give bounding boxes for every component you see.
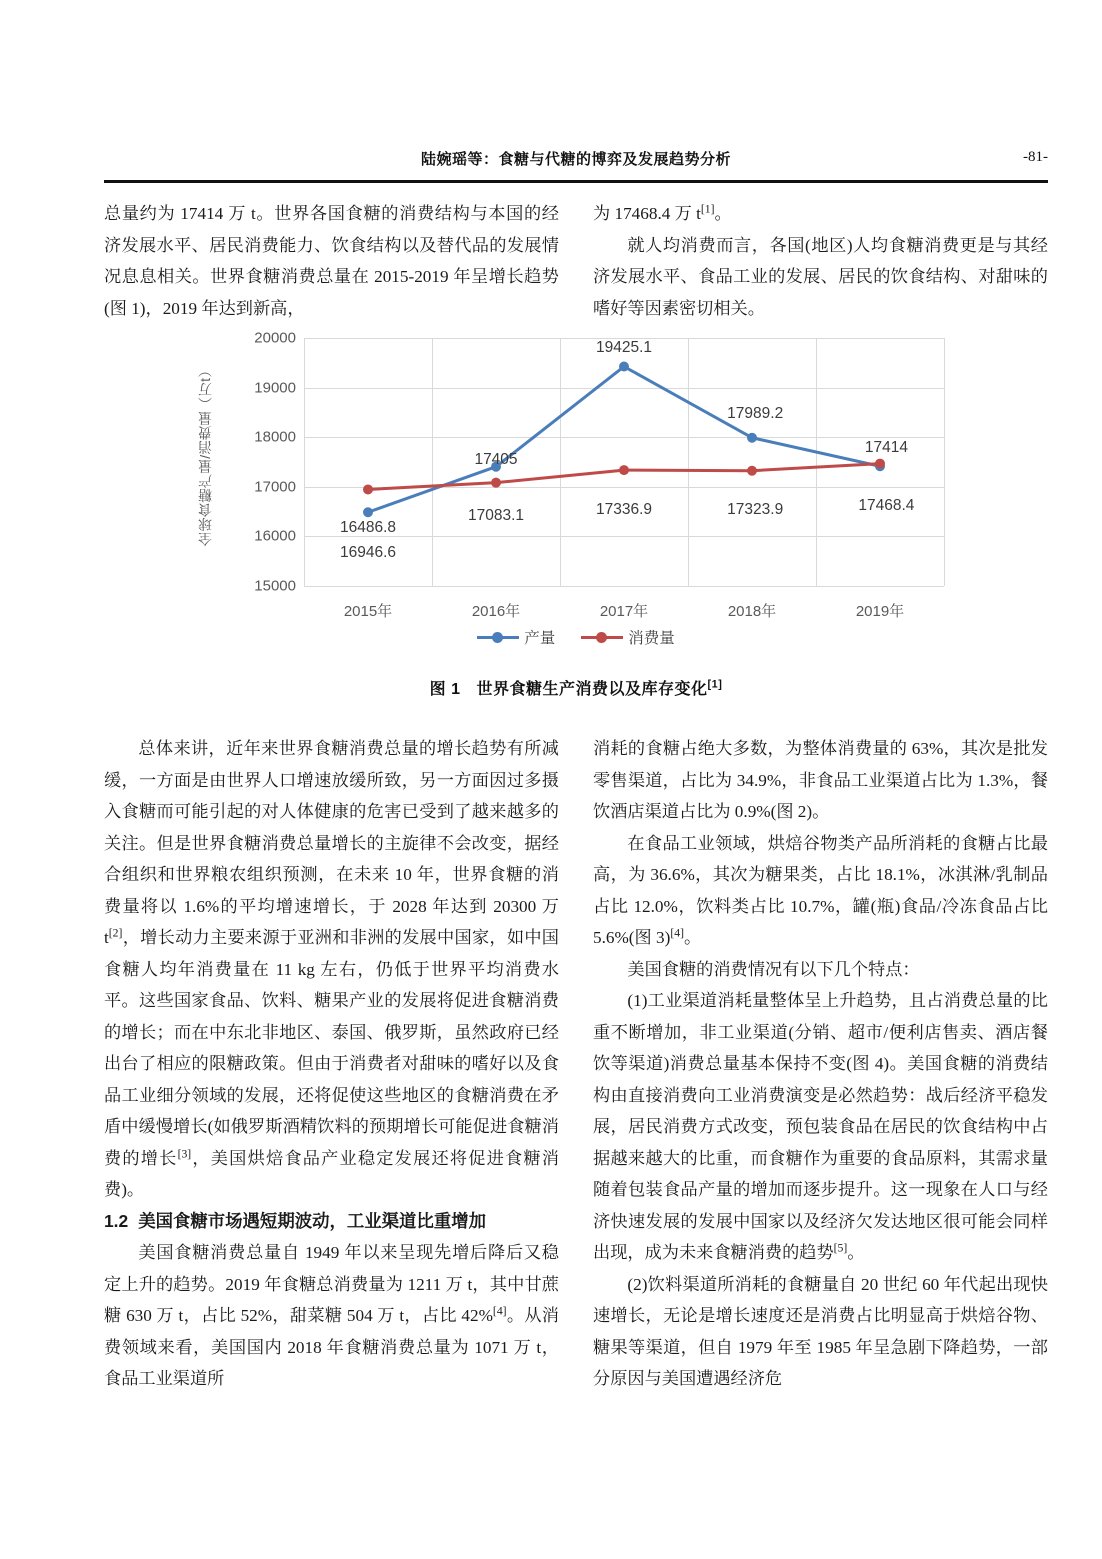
reference-marker: [3] bbox=[177, 1146, 192, 1160]
plot-area bbox=[254, 329, 944, 620]
reference-marker: [5] bbox=[833, 1241, 848, 1255]
y-tick-label: 16000 bbox=[254, 527, 296, 545]
data-label-consumption: 16946.6 bbox=[339, 544, 397, 561]
legend-label-consumption: 消费量 bbox=[628, 630, 675, 647]
text-run: 为 17468.4 万 t bbox=[593, 204, 701, 223]
data-label-production: 16486.8 bbox=[339, 519, 397, 536]
text-run: 。 bbox=[683, 928, 702, 947]
data-label-production: 19425.1 bbox=[595, 339, 653, 356]
reference-marker: [4] bbox=[492, 1304, 507, 1318]
reference-marker: [4] bbox=[670, 926, 684, 940]
column-two-right bbox=[593, 733, 1048, 1395]
paragraph-features-intro: 美国食糖的消费情况有以下几个特点： bbox=[627, 959, 920, 979]
paragraph-continuation: 总量约为 17414 万 t。世界各国食糖的消费结构与本国的经济发展水平、居民消费能力、饮食结构以及替代品的发展情况息息相关。世界食糖消费总量在 2015-2019 年呈增长趋势(图 1)，2019 年达到新高， bbox=[104, 204, 559, 318]
paragraph-feature-2: (2)饮料渠道所消耗的食糖量自 20 世纪 60 年代起出现快速增长，无论是增长速度还是消费占比明显高于烘焙谷物、糖果等渠道，但自 1979 年至 1985 年呈急剧下降趋势，一部分原因与美国遭遇经济危 bbox=[593, 1274, 1048, 1388]
figure-caption-label: 图 1 bbox=[429, 681, 461, 698]
y-axis-title-text: 全球食糖产量/消费量（万t） bbox=[197, 362, 213, 546]
chart-legend bbox=[196, 626, 956, 648]
data-label-consumption: 17323.9 bbox=[727, 501, 784, 518]
text-run-end: 。 bbox=[714, 204, 732, 223]
section-heading bbox=[104, 1206, 559, 1238]
y-tick-label: 17000 bbox=[254, 478, 296, 496]
running-header bbox=[104, 148, 1048, 182]
y-tick-label: 18000 bbox=[254, 428, 296, 446]
text-run: 总体来讲，近年来世界食糖消费总量的增长趋势有所减缓，一方面是由世界人口增速放缓所致，另一方面因过多摄入食糖而可能引起的对人体健康的危害已受到了越来越多的关注。但是世界食糖消费总量增长的主旋律不会改变，据经合组织和世界粮农组织预测，在未来 10 年，世界食糖的消费量将以 1.6%的平均增速增长，于 2028 年达到 20300 万 t bbox=[104, 739, 559, 947]
x-tick-label: 2018年 bbox=[727, 603, 777, 620]
figure-caption bbox=[104, 676, 1048, 699]
column-two-left bbox=[104, 733, 559, 1395]
text-run: 美国食糖消费总量自 1949 年以来呈现先增后降后又稳定上升的趋势。2019 年食糖总消费量为 1211 万 t，其中甘蔗糖 630 万 t，占比 52%，甜菜糖 504 万 t，占比 42% bbox=[104, 1243, 559, 1325]
x-tick-label: 2016年 bbox=[471, 603, 521, 620]
data-label-consumption: 17336.9 bbox=[595, 501, 653, 518]
reference-marker: [1] bbox=[707, 678, 723, 691]
reference-marker: [2] bbox=[108, 926, 123, 940]
section-number: 1.2 bbox=[104, 1210, 129, 1231]
text-run: ，美国烘焙食品产业稳定发展还将促进食糖消费)。 bbox=[104, 1148, 559, 1199]
header-title: 陆婉瑶等：食糖与代糖的博弈及发展趋势分析 bbox=[420, 151, 731, 168]
x-tick-label: 2015年 bbox=[343, 603, 393, 620]
paragraph-food-industry bbox=[593, 828, 1048, 954]
axis-line bbox=[304, 586, 944, 587]
y-tick-label: 19000 bbox=[254, 379, 296, 397]
section-title: 美国食糖市场遇短期波动，工业渠道比重增加 bbox=[138, 1210, 487, 1231]
y-tick-label: 15000 bbox=[254, 577, 296, 595]
data-label-production: 17414 bbox=[864, 439, 908, 456]
text-run: 在食品工业领域，烘焙谷物类产品所消耗的食糖占比最高，为 36.6%，其次为糖果类，占比 18.1%，冰淇淋/乳制品占比 12.0%，饮料类占比 10.7%，罐(瓶)食品/冷冻食品占比 5.6%(图 3) bbox=[593, 833, 1048, 947]
data-label-consumption: 17468.4 bbox=[858, 497, 915, 514]
data-label-production: 17405 bbox=[474, 451, 518, 468]
paragraph-continuation-right bbox=[593, 198, 1048, 230]
text-run: 。从消费领域来看，美国国内 2018 年食糖消费总量为 1071 万 t，食品工业渠道所 bbox=[104, 1306, 559, 1388]
header-divider bbox=[104, 180, 1048, 183]
data-label-production: 17989.2 bbox=[727, 405, 784, 422]
legend-item-production bbox=[477, 626, 555, 648]
column-one-left bbox=[104, 198, 559, 324]
figure-1 bbox=[104, 330, 1048, 720]
text-run: ，增长动力主要来源于亚洲和非洲的发展中国家，如中国食糖人均年消费量在 11 kg 左右，仍低于世界平均消费水平。这些国家食品、饮料、糖果产业的发展将促进食糖消费的增长；而在中东北非地区、泰国、俄罗斯，虽然政府已经出台了相应的限糖政策。但由于消费者对甜味的嗜好以及食品工业细分领域的发展，还将促使这些地区的食糖消费在矛盾中缓慢增长(如俄罗斯酒精饮料的预期增长可能促进食糖消费的增长 bbox=[104, 928, 559, 1168]
text-run: 。 bbox=[847, 1243, 865, 1262]
paragraph-global-trend bbox=[104, 733, 559, 1206]
figure-caption-text: 世界食糖生产消费以及库存变化 bbox=[476, 681, 708, 698]
reference-marker: [1] bbox=[700, 202, 715, 216]
paragraph-channel-share: 消耗的食糖占绝大多数，为整体消费量的 63%，其次是批发零售渠道，占比为 34.9%，非食品工业渠道占比为 1.3%，餐饮酒店渠道占比为 0.9%(图 2)。 bbox=[593, 739, 1048, 821]
paragraph-per-capita: 就人均消费而言，各国(地区)人均食糖消费更是与其经济发展水平、食品工业的发展、居民的饮食结构、对甜味的嗜好等因素密切相关。 bbox=[593, 235, 1048, 318]
paragraph-us-market bbox=[104, 1237, 559, 1395]
x-tick-label: 2019年 bbox=[855, 603, 905, 620]
legend-swatch-consumption bbox=[581, 631, 623, 643]
column-one-right bbox=[593, 198, 1048, 324]
data-label-consumption: 17083.1 bbox=[467, 507, 525, 524]
category-divider bbox=[944, 338, 945, 586]
y-axis-title bbox=[192, 330, 218, 578]
y-tick-label: 20000 bbox=[254, 329, 296, 347]
line-chart bbox=[196, 330, 956, 660]
text-run: (1)工业渠道消耗量整体呈上升趋势，且占消费总量的比重不断增加，非工业渠道(分销、超市/便利店售卖、酒店餐饮等渠道)消费总量基本保持不变(图 4)。美国食糖的消费结构由直接消费向工业消费演变是必然趋势：战后经济平稳发展，居民消费方式改变，预包装食品在居民的饮食结构中占据越来越大的比重，而食糖作为重要的食品原料，其需求量随着包装食品产量的增加而逐步提升。这一现象在人口与经济快速发展的发展中国家以及经济欠发达地区很可能会同样出现，成为未来食糖消费的趋势 bbox=[593, 991, 1048, 1262]
legend-label-production: 产量 bbox=[524, 630, 556, 647]
series-markers bbox=[304, 338, 944, 586]
legend-item-consumption bbox=[581, 626, 675, 648]
x-tick-label: 2017年 bbox=[599, 603, 649, 620]
paragraph-feature-1 bbox=[593, 985, 1048, 1269]
legend-swatch-production bbox=[477, 631, 519, 643]
page-number: -81- bbox=[1023, 149, 1048, 165]
